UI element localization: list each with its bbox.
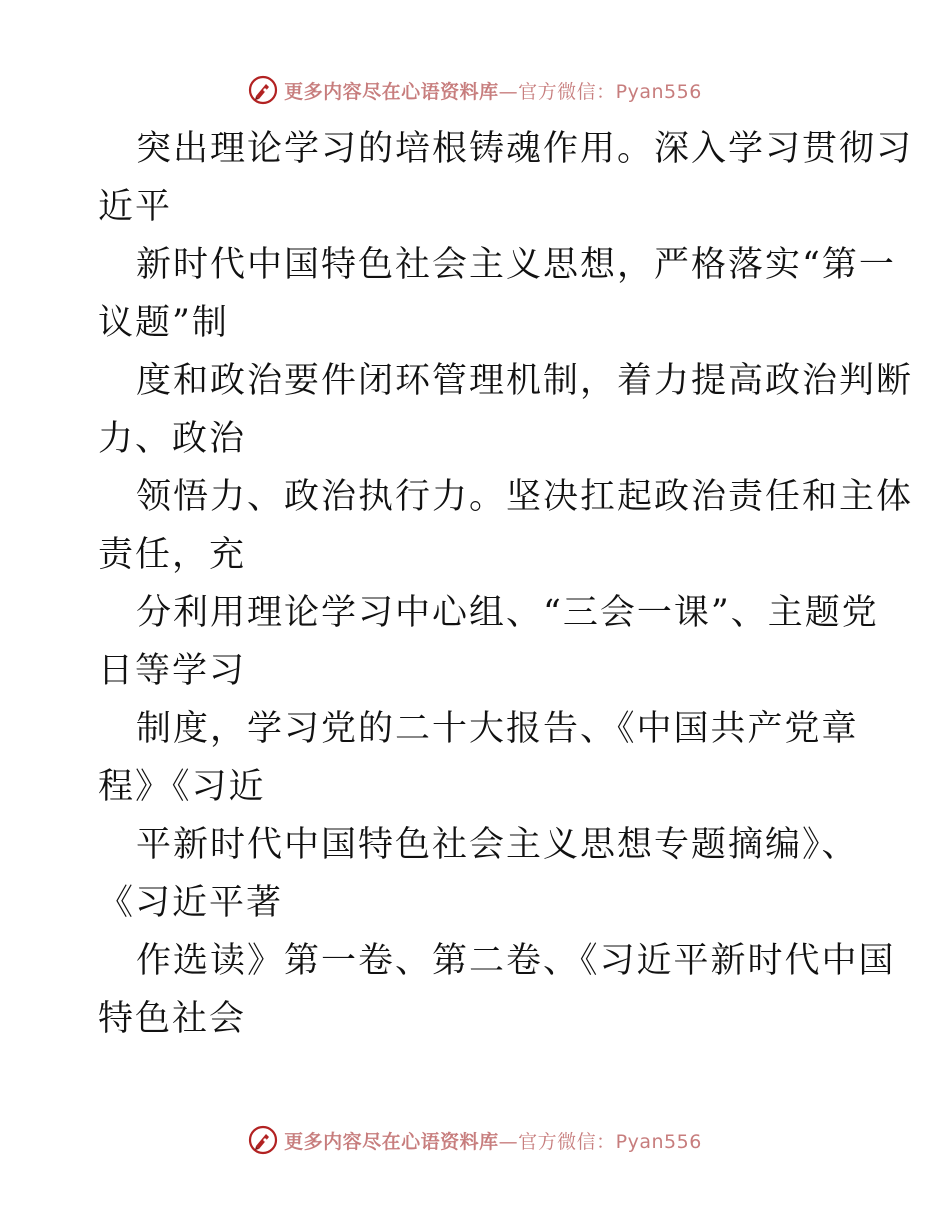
paragraph-line: 近平 bbox=[98, 187, 173, 227]
footer-banner-text bbox=[284, 1127, 702, 1154]
paragraph-1 bbox=[98, 120, 914, 236]
paragraph-line: 突出理论学习的培根铸魂作用。深入学习贯彻习 bbox=[136, 129, 914, 169]
paragraph-line: 力、政治 bbox=[98, 419, 247, 459]
paragraph-line: 度和政治要件闭环管理机制，着力提高政治判断 bbox=[136, 361, 914, 401]
paragraph-3 bbox=[98, 352, 914, 468]
paragraph-line: 新时代中国特色社会主义思想，严格落实“第一 bbox=[136, 245, 896, 285]
paragraph-line: 特色社会 bbox=[98, 999, 247, 1039]
paragraph-line: 平新时代中国特色社会主义思想专题摘编》、 bbox=[136, 825, 859, 865]
paragraph-7 bbox=[98, 816, 858, 932]
paragraph-5 bbox=[98, 584, 879, 700]
paragraph-line: 作选读》第一卷、第二卷、《习近平新时代中国 bbox=[136, 941, 896, 981]
paragraph-line: 责任，充 bbox=[98, 535, 247, 575]
pen-logo-icon bbox=[248, 1125, 278, 1155]
header-brand: 更多内容尽在心语资料库 bbox=[284, 80, 499, 103]
header-dash: — bbox=[498, 80, 519, 103]
footer-contact: 官方微信：Pyan556 bbox=[518, 1130, 702, 1153]
paragraph-2 bbox=[98, 236, 896, 352]
header-banner-text bbox=[284, 77, 702, 104]
paragraph-line: 分利用理论学习中心组、“三会一课”、主题党 bbox=[136, 593, 879, 633]
paragraph-line: 程》《习近 bbox=[98, 767, 266, 807]
paragraph-8 bbox=[98, 932, 896, 1048]
paragraph-line: 议题”制 bbox=[98, 303, 229, 343]
paragraph-line: 制度，学习党的二十大报告、《中国共产党章 bbox=[136, 709, 859, 749]
document-body bbox=[98, 120, 914, 1048]
paragraph-line: 日等学习 bbox=[98, 651, 247, 691]
pen-logo-icon bbox=[248, 75, 278, 105]
paragraph-4 bbox=[98, 468, 914, 584]
footer-brand: 更多内容尽在心语资料库 bbox=[284, 1130, 499, 1153]
header-banner bbox=[0, 70, 950, 110]
header-contact: 官方微信：Pyan556 bbox=[518, 80, 702, 103]
footer-banner bbox=[0, 1120, 950, 1160]
paragraph-line: 《习近平著 bbox=[98, 883, 284, 923]
paragraph-line: 领悟力、政治执行力。坚决扛起政治责任和主体 bbox=[136, 477, 914, 517]
paragraph-6 bbox=[98, 700, 858, 816]
footer-dash: — bbox=[498, 1130, 519, 1153]
